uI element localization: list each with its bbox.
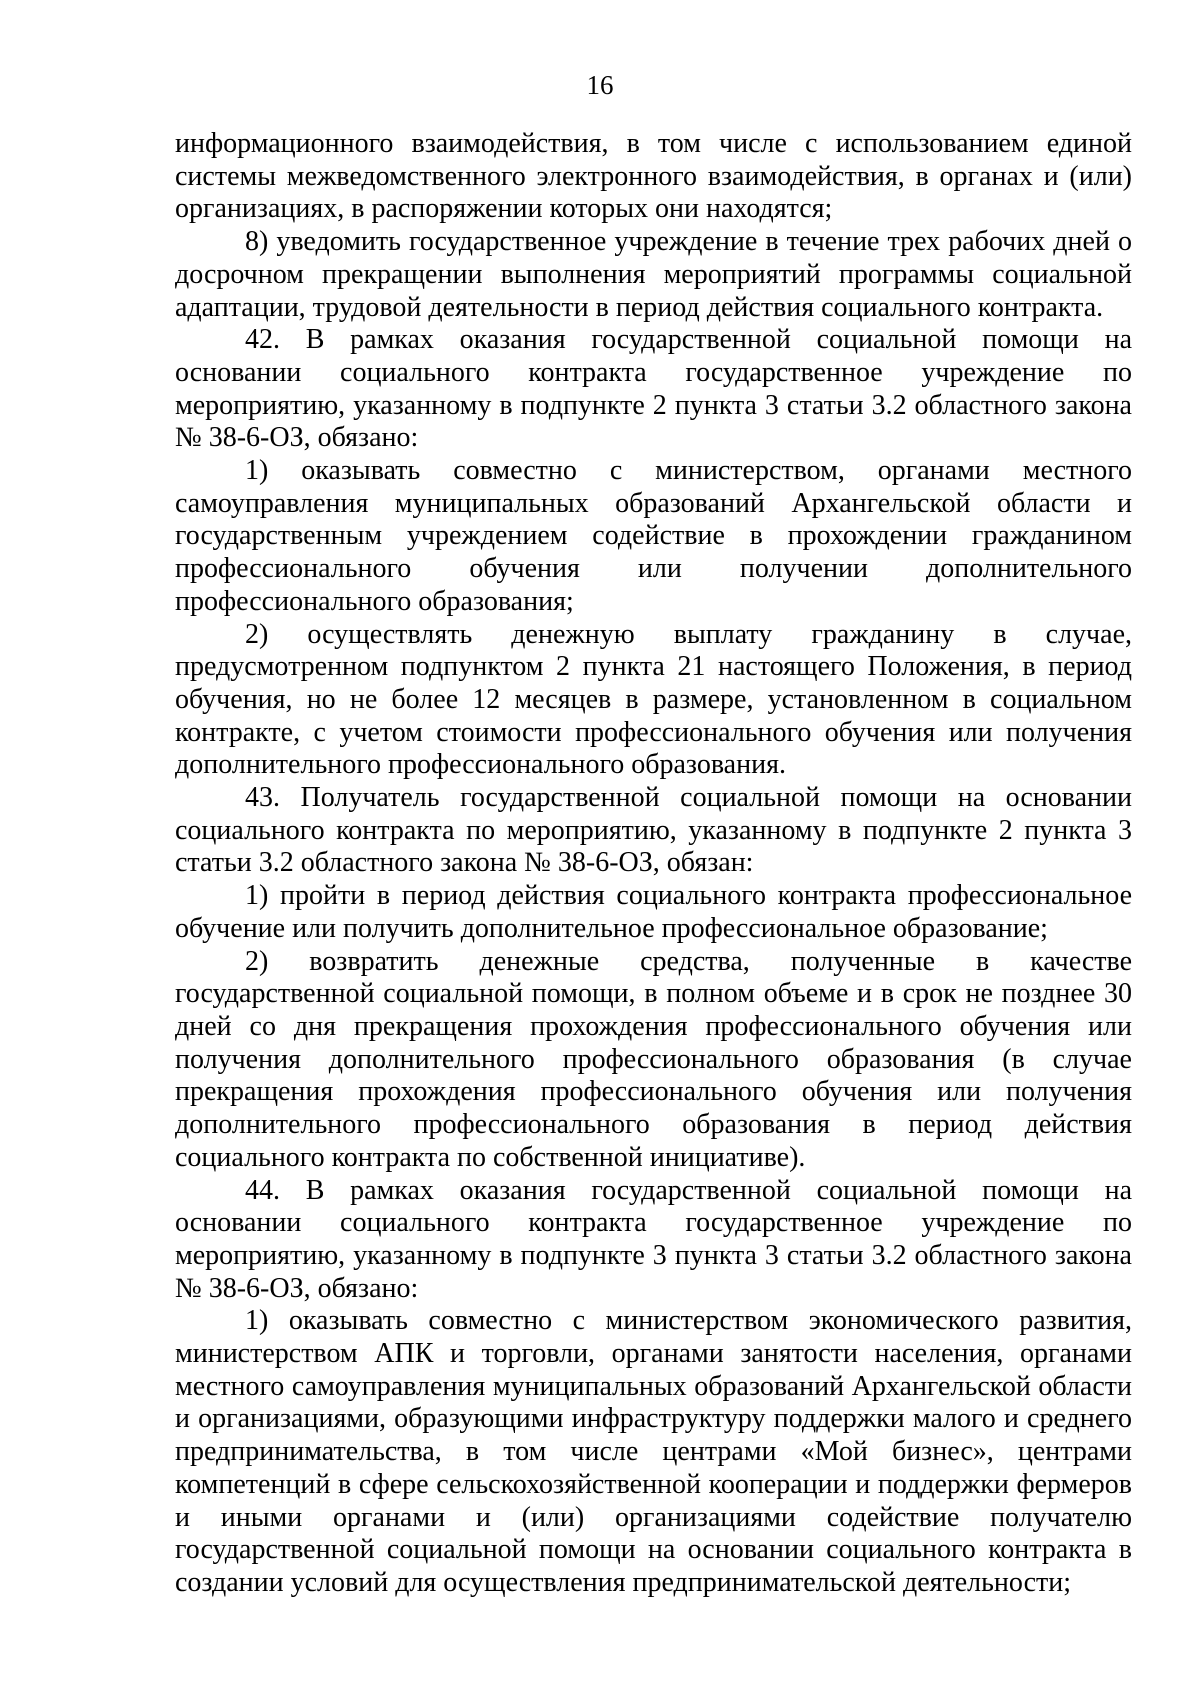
paragraph-43-item-1: 1) пройти в период действия социального контракта профессиональное обучение или получить дополнительное профессиональное образование; <box>175 880 1132 944</box>
paragraph-42-item-1: 1) оказывать совместно с министерством, органами местного самоуправления муниципальных образований Архангельской области и государственным учреждением содействие в прохождении гражданином профессионального обучения или получении дополнительного профессионального образования; <box>175 455 1132 617</box>
paragraph-item-8: 8) уведомить государственное учреждение в течение трех рабочих дней о досрочном прекращении выполнения мероприятий программы социальной адаптации, трудовой деятельности в период действия социального контракта. <box>175 226 1132 323</box>
paragraph-43-item-2: 2) возвратить денежные средства, полученные в качестве государственной социальной помощи, в полном объеме и в срок не позднее 30 дней со дня прекращения прохождения профессионального обучения или получения дополнительного профессионального образования (в случае прекращения прохождения профессионального обучения или получения дополнительного профессионального образования в период действия социального контракта по собственной инициативе). <box>175 945 1132 1173</box>
paragraph-44-item-1: 1) оказывать совместно с министерством экономического развития, министерством АПК и торговли, органами занятости населения, органами местного самоуправления муниципальных образований Архангельской области и организациями, образующими инфраструктуру поддержки малого и среднего предпринимательства, в том числе центрами «Мой бизнес», центрами компетенций в сфере сельскохозяйственной кооперации и поддержки фермеров и иными органами и (или) организациями содействие получателю государственной социальной помощи на основании социального контракта в создании условий для осуществления предпринимательской деятельности; <box>175 1305 1132 1598</box>
paragraph-42-item-2: 2) осуществлять денежную выплату гражданину в случае, предусмотренном подпунктом 2 пункта 21 настоящего Положения, в период обучения, но не более 12 месяцев в размере, установленном в социальном контракте, с учетом стоимости профессионального обучения или получения дополнительного профессионального образования. <box>175 618 1132 781</box>
paragraph-clause-44: 44. В рамках оказания государственной социальной помощи на основании социального контракта государственное учреждение по мероприятию, указанному в подпункте 3 пункта 3 статьи 3.2 областного закона № 38-6-ОЗ, обязано: <box>175 1174 1132 1304</box>
page-number: 16 <box>586 70 614 100</box>
paragraph-clause-43: 43. Получатель государственной социальной помощи на основании социального контракта по мероприятию, указанному в подпункте 2 пункта 3 статьи 3.2 областного закона № 38-6-ОЗ, обязан: <box>175 782 1132 879</box>
paragraph-clause-42: 42. В рамках оказания государственной социальной помощи на основании социального контракта государственное учреждение по мероприятию, указанному в подпункте 2 пункта 3 статьи 3.2 областного закона № 38-6-ОЗ, обязано: <box>175 324 1132 454</box>
document-body <box>175 128 1132 1600</box>
paragraph-continuation: информационного взаимодействия, в том числе с использованием единой системы межведомственного электронного взаимодействия, в органах и (или) организациях, в распоряжении которых они находятся; <box>175 128 1132 225</box>
